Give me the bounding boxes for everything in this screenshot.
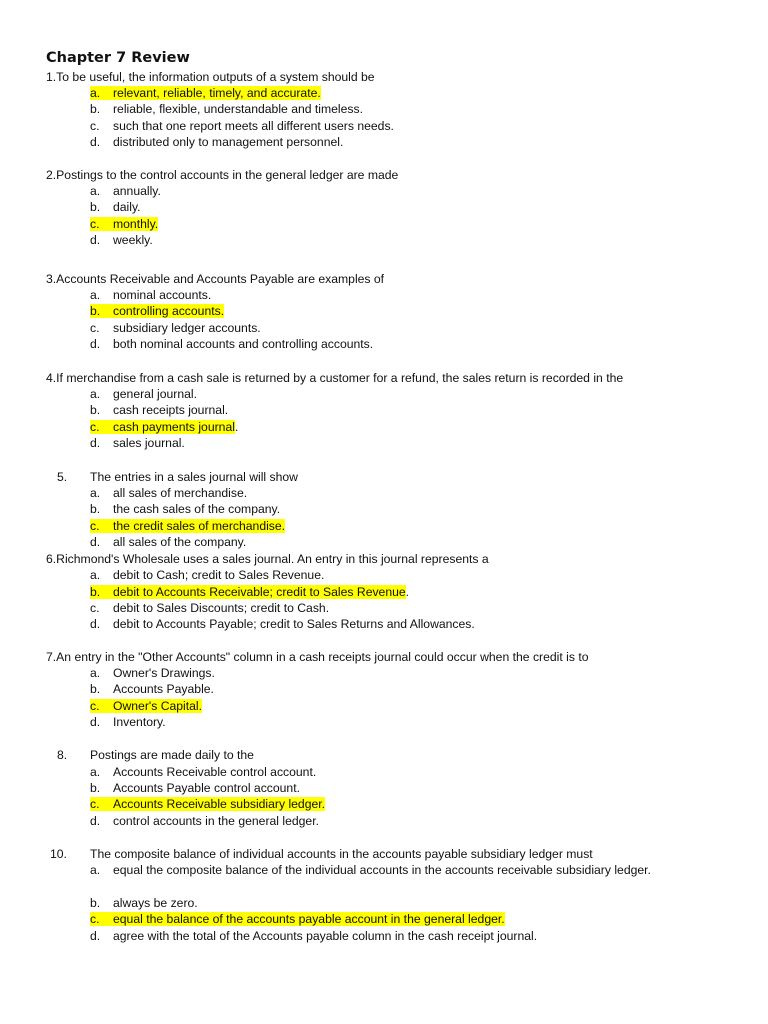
q10-option-a: a. equal the composite balance of the individual accounts in the accounts receivable subsidiary ledger. [90,863,651,877]
q8-option-b: b. Accounts Payable control account. [90,781,300,795]
q7-option-d: d. Inventory. [90,715,166,729]
q6-option-b: b. debit to Accounts Receivable; credit to Sales Revenue. [90,585,410,599]
q7-option-a: a. Owner's Drawings. [90,666,215,680]
question-5-number: 5. [57,470,68,484]
q1-option-a: a. relevant, reliable, timely, and accurate. [90,86,321,100]
q1-option-b: b. reliable, flexible, understandable and timeless. [90,102,363,116]
q3-option-b: b. controlling accounts. [90,304,225,318]
q6-option-c: c. debit to Sales Discounts; credit to Cash. [90,601,330,615]
q7-option-c: c. Owner's Capital. [90,699,203,713]
q8-option-c: c. Accounts Receivable subsidiary ledger. [90,797,326,811]
q6-option-d: d. debit to Accounts Payable; credit to Sales Returns and Allowances. [90,617,475,631]
q5-option-b: b. the cash sales of the company. [90,502,281,516]
q1-option-d: d. distributed only to management personnel. [90,135,344,149]
q2-option-a: a. annually. [90,184,161,198]
q4-option-d: d. sales journal. [90,436,185,450]
q5-option-c: c. the credit sales of merchandise. [90,519,286,533]
question-1: 1.To be useful, the information outputs of a system should be [46,70,375,84]
question-6: 6.Richmond's Wholesale uses a sales journal. An entry in this journal represents a [46,552,489,566]
question-5: The entries in a sales journal will show [90,470,298,484]
q4-option-a: a. general journal. [90,387,198,401]
q6-option-a: a. debit to Cash; credit to Sales Revenue. [90,568,325,582]
question-4: 4.If merchandise from a cash sale is returned by a customer for a refund, the sales return is recorded in the [46,371,624,385]
q10-option-b: b. always be zero. [90,896,198,910]
q10-option-d: d. agree with the total of the Accounts payable column in the cash receipt journal. [90,929,538,943]
q8-option-d: d. control accounts in the general ledger. [90,814,319,828]
q4-option-b: b. cash receipts journal. [90,403,229,417]
question-8-number: 8. [57,748,68,762]
q7-option-b: b. Accounts Payable. [90,682,214,696]
q3-option-a: a. nominal accounts. [90,288,212,302]
q2-option-b: b. daily. [90,200,141,214]
q4-option-c: c. cash payments journal. [90,420,239,434]
question-2: 2.Postings to the control accounts in the general ledger are made [46,168,399,182]
q5-option-a: a. all sales of merchandise. [90,486,248,500]
question-7: 7.An entry in the "Other Accounts" column in a cash receipts journal could occur when the credit is to [46,650,589,664]
question-10: The composite balance of individual accounts in the accounts payable subsidiary ledger must [90,847,593,861]
q3-option-d: d. both nominal accounts and controlling accounts. [90,337,374,351]
q1-option-c: c. such that one report meets all different users needs. [90,119,394,133]
q8-option-a: a. Accounts Receivable control account. [90,765,317,779]
question-10-number: 10. [50,847,67,861]
question-8: Postings are made daily to the [90,748,254,762]
question-3: 3.Accounts Receivable and Accounts Payable are examples of [46,272,385,286]
q2-option-d: d. weekly. [90,233,153,247]
page-title: Chapter 7 Review [46,50,190,66]
q3-option-c: c. subsidiary ledger accounts. [90,321,261,335]
q2-option-c: c. monthly. [90,217,159,231]
q10-option-c: c. equal the balance of the accounts payable account in the general ledger. [90,912,505,926]
q5-option-d: d. all sales of the company. [90,535,247,549]
